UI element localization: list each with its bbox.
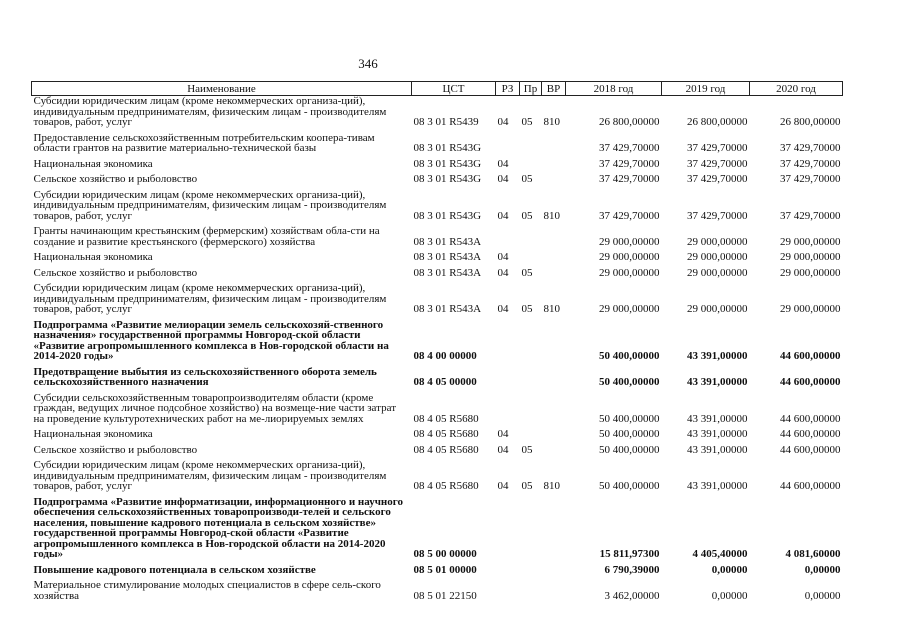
cell-cst: 08 3 01 R543G — [413, 157, 482, 170]
cell-pr — [520, 315, 542, 362]
cell-rz — [496, 575, 520, 601]
cell-name: Национальная экономика — [33, 428, 153, 440]
cell-cst: 08 3 01 R543A — [413, 266, 482, 279]
cell-vr — [542, 560, 566, 576]
cell-name: Сельское хозяйство и рыболовство — [33, 266, 198, 279]
cell-2018: 50 400,00000 — [599, 376, 660, 388]
cell-pr: 05 — [521, 303, 533, 315]
col-header-2018: 2018 год — [566, 82, 662, 96]
table-row — [32, 424, 843, 440]
cell-2019: 29 000,00000 — [687, 251, 748, 263]
cell-2019: 43 391,00000 — [687, 480, 748, 492]
cell-rz — [496, 492, 520, 560]
cell-name: Субсидии юридическим лицам (кроме некоммерческих организа-ций), индивидуальным предпринимателям, физическим лицам - производителям товаров, работ, услуг — [33, 459, 387, 492]
cell-rz — [496, 128, 520, 154]
cell-2020: 37 429,70000 — [780, 157, 841, 170]
table-row — [32, 169, 843, 185]
cell-cst: 08 5 01 00000 — [413, 563, 477, 576]
cell-name: Субсидии юридическим лицам (кроме некоммерческих организа-ций), индивидуальным предпринимателям, физическим лицам - производителям товаров, работ, услуг — [33, 282, 387, 315]
col-header-2019: 2019 год — [662, 82, 750, 96]
cell-2018: 50 400,00000 — [599, 443, 660, 456]
cell-2018: 29 000,00000 — [599, 235, 660, 248]
cell-vr: 810 — [543, 303, 560, 315]
cell-vr — [542, 492, 566, 560]
table-row — [32, 154, 843, 170]
cell-2020: 29 000,00000 — [780, 251, 841, 263]
cell-cst: 08 4 05 R5680 — [413, 412, 479, 425]
table-row — [32, 560, 843, 576]
cell-cst: 08 3 01 R543G — [413, 142, 482, 154]
table-row — [32, 221, 843, 247]
cell-2019: 37 429,70000 — [687, 142, 748, 154]
cell-rz: 04 — [497, 303, 509, 315]
cell-2018: 50 400,00000 — [599, 412, 660, 425]
cell-2018: 50 400,00000 — [599, 350, 660, 362]
cell-2020: 44 600,00000 — [780, 443, 841, 456]
col-header-rz: РЗ — [496, 82, 520, 96]
cell-2020: 4 081,60000 — [785, 548, 841, 560]
cell-2018: 29 000,00000 — [599, 303, 660, 315]
cell-2018: 37 429,70000 — [599, 209, 660, 222]
cell-2020: 44 600,00000 — [780, 376, 841, 388]
cell-2020: 29 000,00000 — [780, 303, 841, 315]
cell-rz: 04 — [497, 266, 509, 279]
cell-2018: 37 429,70000 — [599, 142, 660, 154]
cell-pr — [520, 221, 542, 247]
cell-name: Подпрограмма «Развитие мелиорации земель сельскохозяй-ственного назначения» государственной программы Новгород-ской области «Развитие агропромышленного комплекса в Нов-городской области на 2014-2020 годы» — [33, 318, 389, 362]
cell-2018: 6 790,39000 — [604, 563, 660, 576]
cell-2020: 26 800,00000 — [780, 116, 841, 128]
cell-pr: 05 — [521, 173, 533, 185]
cell-rz: 04 — [497, 209, 509, 222]
cell-name: Повышение кадрового потенциала в сельском хозяйстве — [33, 563, 316, 576]
cell-2020: 44 600,00000 — [780, 428, 841, 440]
cell-pr — [520, 362, 542, 388]
cell-cst: 08 4 05 R5680 — [413, 443, 479, 456]
table-row — [32, 96, 843, 128]
cell-2018: 29 000,00000 — [599, 266, 660, 279]
table-row — [32, 247, 843, 263]
cell-name: Предотвращение выбытия из сельскохозяйственного оборота земель сельскохозяйственного назначения — [33, 365, 377, 388]
cell-2018: 37 429,70000 — [599, 157, 660, 170]
cell-pr: 05 — [521, 480, 533, 492]
cell-pr — [520, 424, 542, 440]
cell-cst: 08 5 00 00000 — [413, 548, 477, 560]
cell-2018: 26 800,00000 — [599, 116, 660, 128]
cell-name: Национальная экономика — [33, 157, 153, 170]
cell-pr — [520, 128, 542, 154]
cell-rz: 04 — [497, 428, 509, 440]
cell-name: Сельское хозяйство и рыболовство — [33, 443, 198, 456]
table-row — [32, 575, 843, 601]
cell-2018: 50 400,00000 — [599, 428, 660, 440]
cell-2018: 15 811,97300 — [599, 548, 660, 560]
col-header-pr: Пр — [520, 82, 542, 96]
cell-pr — [520, 154, 542, 170]
table-row — [32, 388, 843, 425]
cell-vr — [542, 388, 566, 425]
cell-pr — [520, 492, 542, 560]
cell-cst: 08 3 01 R5439 — [413, 116, 479, 128]
cell-vr — [542, 169, 566, 185]
cell-2020: 0,00000 — [804, 589, 841, 602]
table-row — [32, 185, 843, 222]
table-row — [32, 362, 843, 388]
table-row — [32, 455, 843, 492]
cell-2019: 43 391,00000 — [687, 350, 748, 362]
cell-rz: 04 — [497, 157, 509, 170]
cell-pr — [520, 247, 542, 263]
cell-cst: 08 3 01 R543A — [413, 251, 482, 263]
cell-2019: 43 391,00000 — [687, 412, 748, 425]
cell-cst: 08 4 05 00000 — [413, 376, 477, 388]
cell-rz — [496, 315, 520, 362]
cell-rz — [496, 388, 520, 425]
cell-2019: 43 391,00000 — [687, 376, 748, 388]
cell-cst: 08 5 01 22150 — [413, 589, 477, 602]
cell-2020: 37 429,70000 — [780, 173, 841, 185]
cell-2018: 3 462,00000 — [604, 589, 660, 602]
cell-rz — [496, 221, 520, 247]
cell-name: Материальное стимулирование молодых специалистов в сфере сель-ского хозяйства — [33, 579, 381, 602]
cell-2019: 4 405,40000 — [692, 548, 748, 560]
col-header-2020: 2020 год — [750, 82, 843, 96]
cell-name: Предоставление сельскохозяйственным потребительским коопера-тивам области грантов на развитие материально-технической базы — [33, 131, 375, 154]
cell-cst: 08 4 00 00000 — [413, 350, 477, 362]
cell-name: Субсидии сельскохозяйственным товаропроизводителям области (кроме граждан, ведущих личное подсобное хозяйство) на возмеще-ние части затрат на проведение культуротехнических работ на ме-лиорируемых землях — [33, 391, 397, 425]
table-row — [32, 492, 843, 560]
cell-vr — [542, 440, 566, 456]
cell-pr: 05 — [521, 266, 533, 279]
cell-2019: 43 391,00000 — [687, 443, 748, 456]
cell-vr — [542, 263, 566, 279]
cell-2019: 26 800,00000 — [687, 116, 748, 128]
cell-pr: 05 — [521, 116, 533, 128]
cell-rz: 04 — [497, 116, 509, 128]
table-row — [32, 440, 843, 456]
cell-pr: 05 — [521, 209, 533, 222]
cell-2020: 29 000,00000 — [780, 235, 841, 248]
col-header-cst: ЦСТ — [412, 82, 496, 96]
cell-pr: 05 — [521, 443, 533, 456]
cell-2018: 50 400,00000 — [599, 480, 660, 492]
cell-cst: 08 3 01 R543G — [413, 173, 482, 185]
cell-rz: 04 — [497, 173, 509, 185]
cell-2018: 37 429,70000 — [599, 173, 660, 185]
cell-2019: 29 000,00000 — [687, 266, 748, 279]
cell-vr: 810 — [543, 480, 560, 492]
cell-rz: 04 — [497, 480, 509, 492]
cell-vr — [542, 424, 566, 440]
cell-cst: 08 4 05 R5680 — [413, 480, 479, 492]
cell-2019: 29 000,00000 — [687, 303, 748, 315]
cell-vr — [542, 315, 566, 362]
table-row — [32, 128, 843, 154]
cell-2020: 44 600,00000 — [780, 412, 841, 425]
cell-pr — [520, 388, 542, 425]
cell-2018: 29 000,00000 — [599, 251, 660, 263]
cell-2019: 29 000,00000 — [687, 235, 748, 248]
cell-2020: 0,00000 — [804, 563, 841, 576]
table-row — [32, 315, 843, 362]
cell-vr — [542, 128, 566, 154]
budget-table — [31, 81, 843, 601]
cell-cst: 08 3 01 R543G — [413, 209, 482, 222]
cell-2019: 0,00000 — [711, 589, 748, 602]
cell-cst: 08 4 05 R5680 — [413, 428, 479, 440]
cell-vr: 810 — [543, 116, 560, 128]
cell-2020: 37 429,70000 — [780, 142, 841, 154]
cell-2020: 44 600,00000 — [780, 480, 841, 492]
cell-rz: 04 — [497, 443, 509, 456]
cell-2019: 37 429,70000 — [687, 157, 748, 170]
cell-name: Субсидии юридическим лицам (кроме некоммерческих организа-ций), индивидуальным предпринимателям, физическим лицам - производителям товаров, работ, услуг — [33, 188, 387, 222]
table-header-row — [32, 82, 843, 96]
col-header-vr: ВР — [542, 82, 566, 96]
col-header-name: Наименование — [32, 82, 412, 96]
cell-pr — [520, 560, 542, 576]
cell-name: Субсидии юридическим лицам (кроме некоммерческих организа-ций), индивидуальным предпринимателям, физическим лицам - производителям товаров, работ, услуг — [33, 95, 387, 128]
page-number: 346 — [358, 56, 378, 71]
cell-2020: 29 000,00000 — [780, 266, 841, 279]
cell-vr: 810 — [543, 209, 560, 222]
cell-2020: 44 600,00000 — [780, 350, 841, 362]
cell-2019: 37 429,70000 — [687, 209, 748, 222]
cell-name: Гранты начинающим крестьянским (фермерским) хозяйствам обла-сти на создание и развитие крестьянского (фермерского) хозяйства — [33, 225, 380, 248]
cell-2019: 37 429,70000 — [687, 173, 748, 185]
table-row — [32, 278, 843, 315]
cell-name: Сельское хозяйство и рыболовство — [33, 173, 198, 185]
cell-2019: 43 391,00000 — [687, 428, 748, 440]
cell-2019: 0,00000 — [711, 563, 748, 576]
cell-vr — [542, 154, 566, 170]
cell-vr — [542, 221, 566, 247]
cell-pr — [520, 575, 542, 601]
cell-rz: 04 — [497, 251, 509, 263]
cell-cst: 08 3 01 R543A — [413, 235, 482, 248]
cell-cst: 08 3 01 R543A — [413, 303, 482, 315]
cell-vr — [542, 362, 566, 388]
cell-name: Подпрограмма «Развитие информатизации, информационного и научного обеспечения сельскохозяйственных товаропроизводи-телей и сельского населения, повышение кадрового потенциала в сельском хозяйстве» государственной программы Новгород-ской области «Развитие агропромышленного комплекса в Нов-городской области на 2014-2020 годы» — [33, 495, 403, 560]
cell-rz — [496, 560, 520, 576]
cell-name: Национальная экономика — [33, 251, 153, 263]
cell-vr — [542, 247, 566, 263]
table-body — [32, 96, 843, 602]
cell-rz — [496, 362, 520, 388]
cell-2020: 37 429,70000 — [780, 209, 841, 222]
cell-vr — [542, 575, 566, 601]
table-row — [32, 263, 843, 279]
